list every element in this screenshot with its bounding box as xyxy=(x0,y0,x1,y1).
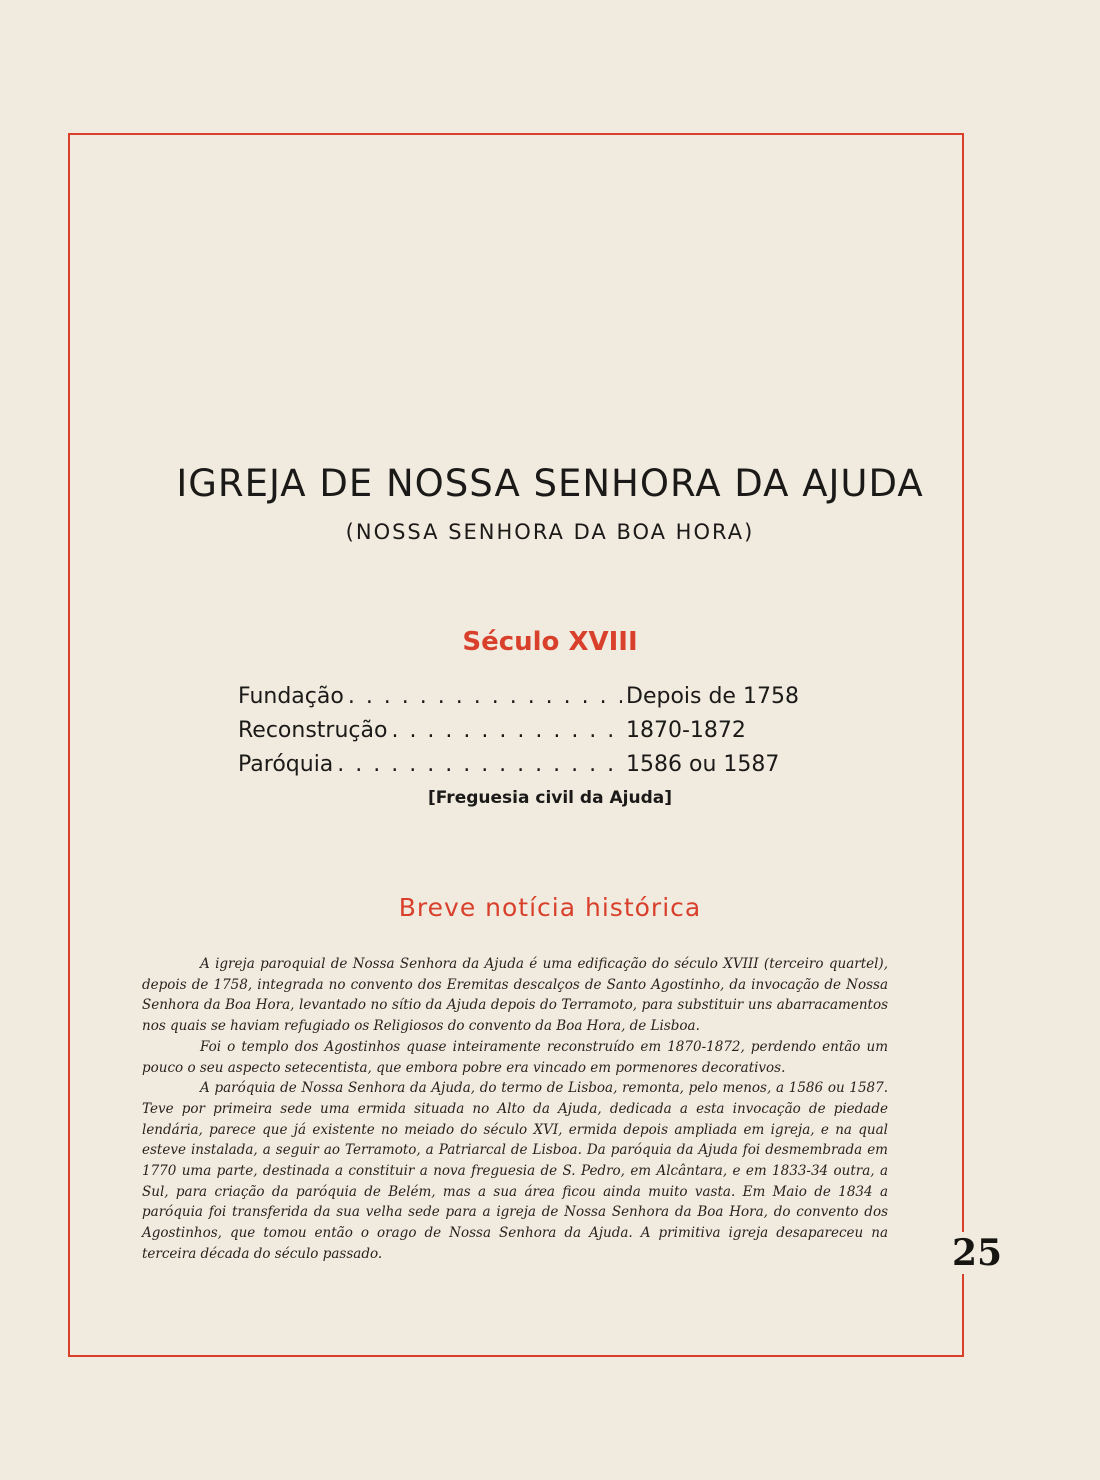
facts-list xyxy=(238,684,798,786)
fact-row-reconstrucao xyxy=(238,718,798,752)
section-heading: Breve notícia histórica xyxy=(398,893,702,922)
fact-value: Depois de 1758 xyxy=(626,684,799,709)
fact-label: Fundação xyxy=(238,684,344,709)
fact-value: 1870-1872 xyxy=(626,718,746,743)
dot-leader xyxy=(337,752,622,777)
page-title: IGREJA DE NOSSA SENHORA DA AJUDA xyxy=(176,462,924,505)
history-text xyxy=(142,954,888,1265)
dot-leader xyxy=(348,684,622,709)
century-heading: Século XVIII xyxy=(462,627,638,657)
page-subtitle: (NOSSA SENHORA DA BOA HORA) xyxy=(345,520,755,544)
fact-row-paroquia xyxy=(238,752,798,786)
fact-value: 1586 ou 1587 xyxy=(626,752,780,777)
fact-row-fundacao xyxy=(238,684,798,718)
civil-parish-note: [Freguesia civil da Ajuda] xyxy=(428,788,672,808)
paragraph: Foi o templo dos Agostinhos quase inteiramente reconstruído em 1870-1872, perdendo então um pouco o seu aspecto setecentista, que embora pobre era vincado em pormenores decorativos. xyxy=(142,1038,888,1076)
fact-label: Paróquia xyxy=(238,752,334,777)
page-number: 25 xyxy=(948,1232,1006,1274)
paragraph: A paróquia de Nossa Senhora da Ajuda, do termo de Lisboa, remonta, pelo menos, a 1586 ou 1587. Teve por primeira sede uma ermida situada no Alto da Ajuda, dedicada a esta invocação de piedade lendária, parece que já existente no meiado do século XVI, ermida depois ampliada em igreja, e na qual esteve instalada, a seguir ao Terramoto, a Patriarcal de Lisboa. Da paróquia da Ajuda foi desmembrada em 1770 uma parte, destinada a constituir a nova freguesia de S. Pedro, em Alcântara, e em 1833-34 outra, a Sul, para criação da paróquia de Belém, mas a sua área ficou ainda muito vasta. Em Maio de 1834 a paróquia foi transferida da sua velha sede para a igreja de Nossa Senhora da Boa Hora, do convento dos Agostinhos, que tomou então o orago de Nossa Senhora da Ajuda. A primitiva igreja desapareceu na terceira década do século passado. xyxy=(142,1080,888,1262)
dot-leader xyxy=(391,718,622,743)
paragraph: A igreja paroquial de Nossa Senhora da Ajuda é uma edificação do século XVIII (terceiro quartel), depois de 1758, integrada no convento dos Eremitas descalços de Santo Agostinho, da invocação de Nossa Senhora da Boa Hora, levantado no sítio da Ajuda depois do Terramoto, para substituir uns abarracamentos nos quais se haviam refugiado os Religiosos do convento da Boa Hora, de Lisboa. xyxy=(142,956,888,1035)
fact-label: Reconstrução xyxy=(238,718,388,743)
